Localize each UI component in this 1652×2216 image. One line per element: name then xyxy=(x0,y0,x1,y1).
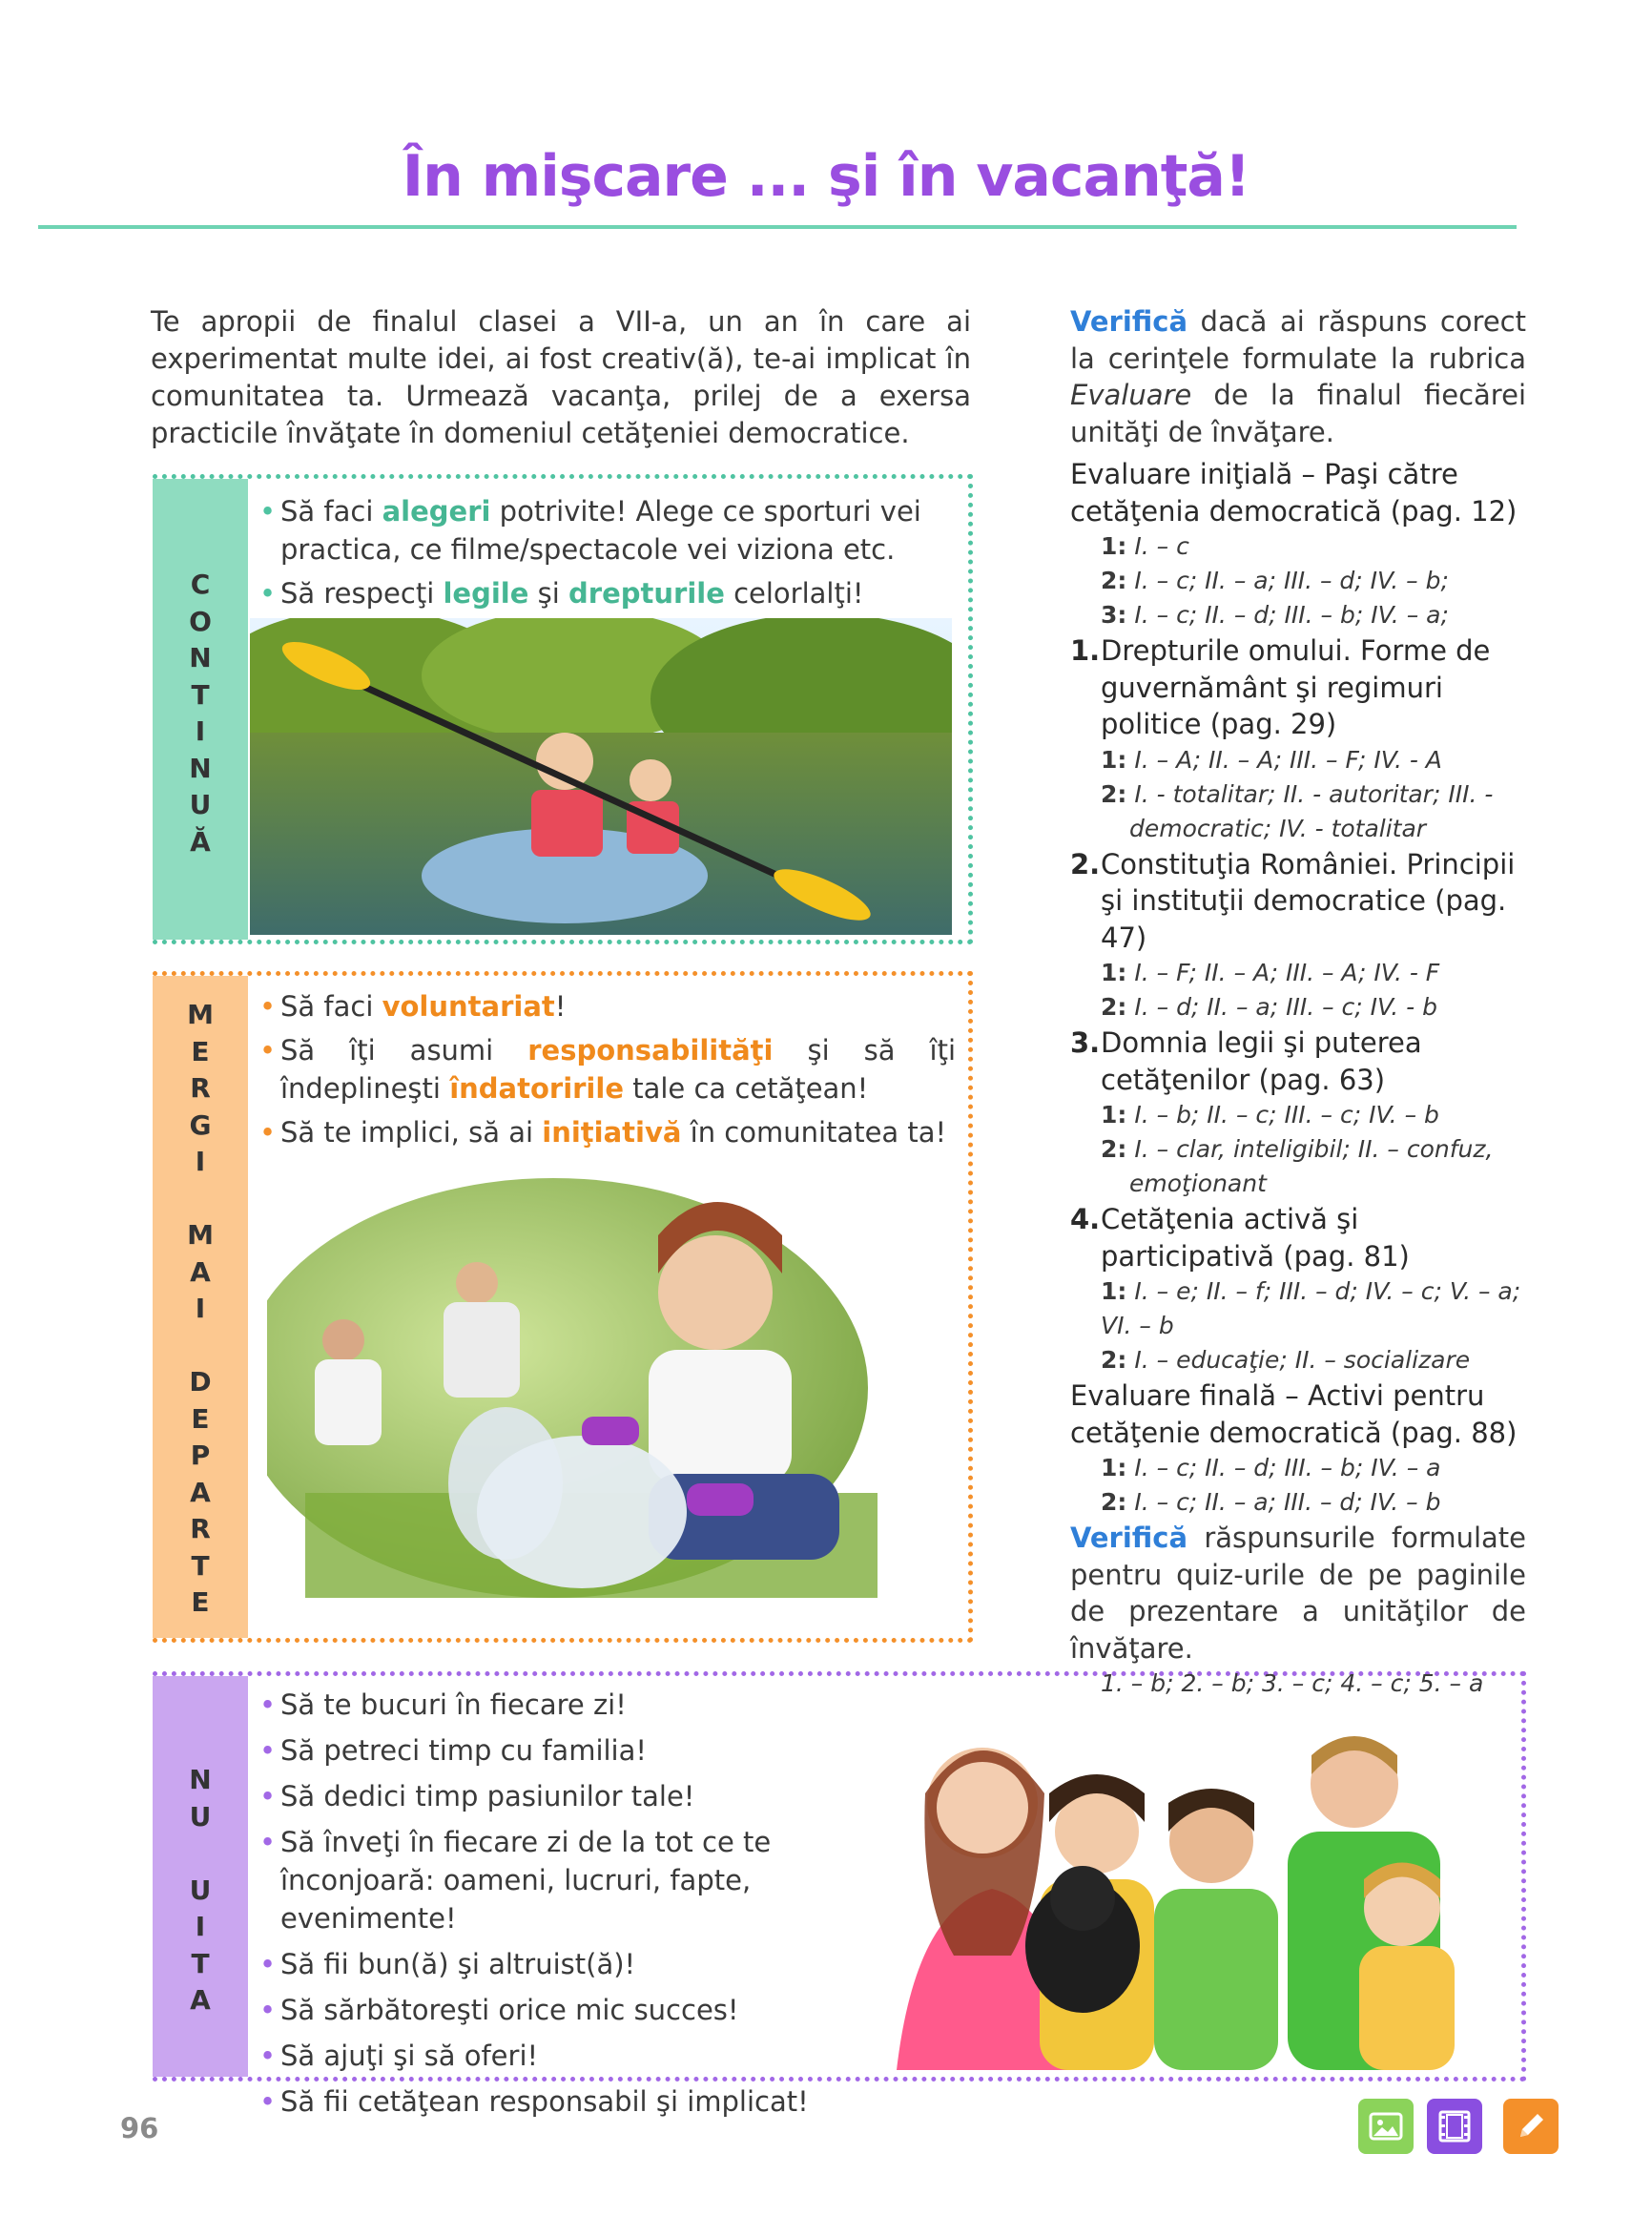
section-heading: Evaluare finală – Activi pentru cetăţenie democratică (pag. 88) xyxy=(1070,1379,1518,1449)
answer-line: 2: I. – educaţie; II. – socializare xyxy=(1101,1346,1471,1374)
section-heading: 1.Drepturile omului. Forme de guvernământ şi regimuri politice (pag. 29) xyxy=(1070,634,1491,740)
list-item: • Să fii cetăţean responsabil şi implicat! xyxy=(259,2082,908,2121)
list-item: • Să fii bun(ă) şi altruist(ă)! xyxy=(259,1945,908,1983)
answer-line: 1: I. – A; II. – A; III. – F; IV. - A xyxy=(1101,745,1442,774)
side-letter: N xyxy=(189,752,212,784)
continua-list xyxy=(259,492,946,618)
family-photo xyxy=(878,1688,1507,2070)
continua-side-label xyxy=(153,479,248,940)
list-item: • Să faci alegeri potrivite! Alege ce sporturi vei practica, ce filme/spectacole vei viziona etc. xyxy=(259,492,946,569)
section-heading: Evaluare iniţială – Paşi către cetăţenia democratică (pag. 12) xyxy=(1070,458,1518,528)
side-letter: M xyxy=(187,999,214,1030)
list-item: • Să înveţi în fiecare zi de la tot ce te înconjoară: oameni, lucruri, fapte, evenimente! xyxy=(259,1823,908,1937)
answer-line: 1: I. – c xyxy=(1101,532,1189,560)
verify-quiz: Verifică răspunsurile formulate pentru quiz-urile de pe paginile de prezentare a unităţilor de învăţare. xyxy=(1070,1522,1526,1665)
page-title: În mişcare ... şi în vacanţă! xyxy=(402,143,1250,210)
side-letter: I xyxy=(195,715,206,747)
side-letter: I xyxy=(195,1146,206,1177)
page-number: 96 xyxy=(120,2112,159,2144)
side-letter: E xyxy=(191,1035,210,1067)
side-letter: T xyxy=(191,678,210,711)
side-letter: U xyxy=(189,1874,212,1906)
side-letter: N xyxy=(189,642,212,673)
side-letter: C xyxy=(190,569,211,600)
answer-line: 2: I. – clar, inteligibil; II. – confuz, emoţionant xyxy=(1101,1135,1494,1197)
list-item: • Să te implici, să ai iniţiativă în comunitatea ta! xyxy=(259,1113,956,1151)
side-letter: U xyxy=(189,789,212,820)
side-letter: T xyxy=(191,1947,210,1979)
side-letter: A xyxy=(190,1476,211,1508)
list-item: • Să îţi asumi responsabilităţi şi să îţi îndeplineşti îndatoririle tale ca cetăţean! xyxy=(259,1031,956,1108)
answer-line: 2: I. – c; II. – a; III. – d; IV. – b; xyxy=(1101,567,1449,594)
side-letter: M xyxy=(187,1219,214,1251)
side-letter: I xyxy=(195,1911,206,1942)
answer-line: 1: I. – F; II. – A; III. – A; IV. - F xyxy=(1101,959,1440,986)
pencil-icon[interactable] xyxy=(1503,2099,1559,2154)
answer-line: 1: I. – e; II. – f; III. – d; IV. – c; V. – a; VI. – b xyxy=(1101,1277,1521,1339)
side-letter: I xyxy=(195,1293,206,1324)
image-icon[interactable] xyxy=(1358,2099,1414,2154)
side-letter: A xyxy=(190,1984,211,2016)
side-letter: R xyxy=(190,1513,211,1544)
list-item: • Să sărbătoreşti orice mic succes! xyxy=(259,1991,908,2029)
side-letter: O xyxy=(189,605,212,637)
answer-key-column xyxy=(1070,303,1526,1701)
answer-line: 1: I. – b; II. – c; III. – c; IV. – b xyxy=(1101,1101,1439,1129)
side-letter: T xyxy=(191,1549,210,1582)
section-heading: 4.Cetăţenia activă şi participativă (pag. 81) xyxy=(1070,1203,1410,1273)
mergi-list xyxy=(259,987,956,1157)
list-item: • Să faci voluntariat! xyxy=(259,987,956,1025)
nu-uita-side-label xyxy=(153,1676,248,2077)
side-letter: Ă xyxy=(190,825,211,858)
section-heading: 2.Constituţia României. Principii şi instituţii democratice (pag. 47) xyxy=(1070,847,1516,954)
intro-paragraph: Te apropii de finalul clasei a VII-a, un an în care ai experimentat multe idei, ai fost creativ(ă), te-ai implicat în comunitatea ta. Urmează vacanţa, prilej de a exersa practicile învăţate în domeniul cetăţeniei democratice. xyxy=(151,305,971,449)
side-letter: P xyxy=(190,1439,211,1471)
verify-intro: Verifică dacă ai răspuns corect la cerinţele formulate la rubrica Evaluare de la finalul fiecărei unităţi de învăţare. xyxy=(1070,305,1526,448)
list-item: • Să petreci timp cu familia! xyxy=(259,1731,908,1770)
list-item: • Să ajuţi şi să oferi! xyxy=(259,2037,908,2075)
quiz-answers: 1. – b; 2. – b; 3. – c; 4. – c; 5. – a xyxy=(1101,1669,1484,1697)
nu-uita-list xyxy=(259,1686,908,2128)
answer-line: 2: I. – c; II. – a; III. – d; IV. – b xyxy=(1101,1488,1441,1516)
answer-line: 2: I. – d; II. – a; III. – c; IV. - b xyxy=(1101,993,1437,1021)
title-divider xyxy=(38,225,1517,229)
side-letter: G xyxy=(189,1108,212,1141)
side-letter: D xyxy=(189,1366,212,1398)
film-icon[interactable] xyxy=(1427,2099,1482,2154)
side-letter: E xyxy=(191,1586,210,1618)
mergi-side-label xyxy=(153,976,248,1638)
side-letter: A xyxy=(190,1255,211,1288)
kayak-photo xyxy=(250,618,952,935)
side-letter: U xyxy=(189,1800,212,1833)
side-letter: R xyxy=(190,1072,211,1104)
side-letter: E xyxy=(191,1402,210,1435)
answer-line: 3: I. – c; II. – d; III. – b; IV. – a; xyxy=(1101,601,1449,629)
list-item: • Să dedici timp pasiunilor tale! xyxy=(259,1777,908,1815)
list-item: • Să respecţi legile şi drepturile celorlalţi! xyxy=(259,574,946,612)
answer-line: 2: I. - totalitar; II. - autoritar; III. - democratic; IV. - totalitar xyxy=(1101,779,1494,842)
side-letter: N xyxy=(189,1764,212,1795)
section-heading: 3.Domnia legii şi puterea cetăţenilor (pag. 63) xyxy=(1070,1026,1422,1096)
list-item: • Să te bucuri în fiecare zi! xyxy=(259,1686,908,1724)
answer-line: 1: I. – c; II. – d; III. – b; IV. – a xyxy=(1101,1454,1441,1481)
volunteer-photo xyxy=(267,1169,954,1607)
